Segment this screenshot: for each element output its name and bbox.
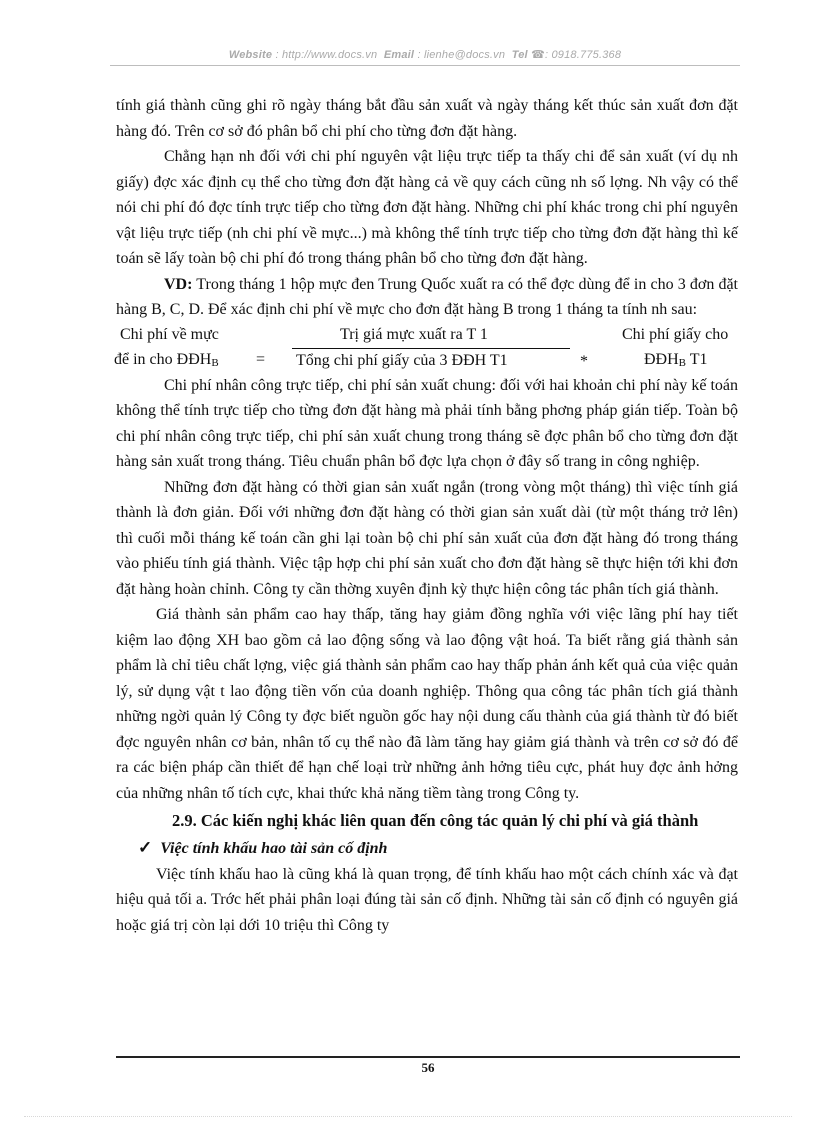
website-value: : http://www.docs.vn (275, 49, 378, 61)
subsection-heading (138, 835, 738, 862)
paragraph-4: Chi phí nhân công trực tiếp, chi phí sản xuất chung: đối với hai khoản chi phí này kế toán không thể tính trực tiếp cho từng đơn đặt hàng mà phải tính bằng phơng pháp gián tiếp. Toàn bộ chi phí nhân công trực tiếp, chi phí sản xuất chung trong tháng sẽ đợc phân bổ cho từng đơn đặt hàng sản xuất trong tháng. Tiêu chuẩn phân bổ đợc lựa chọn ở đây số trang in công nghiệp. (116, 376, 738, 470)
email-value: : lienhe@docs.vn (417, 49, 506, 61)
paragraph-2: Chẳng hạn nh đối với chi phí nguyên vật liệu trực tiếp ta thấy chi để sản xuất (ví dụ nh giấy) đợc xác định cụ thể cho từng đơn đặt hàng cả về quy cách cũng nh số lợng. Nh vậy có thể nói chi phí đó đợc tính trực tiếp cho từng đơn đặt hàng. Những chi phí khác trong chi phí nguyên vật liệu trực tiếp (nh chi phí về mực...) mà không thể tính trực tiếp cho từng đơn đặt hàng thì kế toán sẽ lấy toàn bộ chi phí đó trong tháng phân bổ cho từng đơn đặt hàng. (116, 148, 738, 267)
paragraph-1: tính giá thành cũng ghi rõ ngày tháng bắt đầu sản xuất và ngày tháng kết thúc sản xuất đơn đặt hàng đó. Trên cơ sở đó phân bổ chi phí cho từng đơn đặt hàng. (116, 97, 738, 140)
formula-left-line2: để in cho ĐĐHB (114, 350, 219, 369)
section-heading: 2.9. Các kiến nghị khác liên quan đến công tác quản lý chi phí và giá thành (172, 811, 699, 830)
paragraph-6: Giá thành sản phẩm cao hay thấp, tăng hay giảm đồng nghĩa với việc lãng phí hay tiết kiệm lao động XH bao gồm cả lao động sống và lao động vật hoá. Ta biết rằng giá thành sản phẩm là chỉ tiêu chất lợng, việc giá thành sản phẩm cao hay thấp phản ánh kết quả của việc quản lý, sử dụng vật t lao động tiền vốn của doanh nghiệp. Thông qua công tác phân tích giá thành những ngời quản lý Công ty đợc biết nguồn gốc hay nội dung cấu thành của giá thành từ đó biết đợc nguyên nhân cơ bản, nhân tố cụ thể nào đã làm tăng hay giảm giá thành và trên cơ sở đó để ra các biện pháp cần thiết để hạn chế loại trừ những ảnh hởng tiêu cực, phát huy đợc ảnh hởng của những nhân tố tích cực, khai thức khả năng tiềm tàng trong Công ty. (116, 606, 738, 802)
tel-value: : 0918.775.368 (544, 49, 622, 61)
formula-right-line2: ĐĐHB T1 (644, 350, 708, 369)
formula-right-line1: Chi phí giấy cho (622, 325, 729, 343)
page-edge (24, 1116, 792, 1117)
example-text: Trong tháng 1 hộp mực đen Trung Quốc xuất ra có thể đợc dùng để in cho 3 đơn đặt hàng B, C, D. Để xác định chi phí về mực cho đơn đặt hàng B trong 1 tháng ta tính nh sau: (116, 275, 739, 318)
page-body (116, 93, 738, 938)
tel-label: Tel (511, 49, 528, 61)
formula-left-line1: Chi phí về mực (120, 325, 219, 343)
formula-numerator: Trị giá mực xuất ra T 1 (340, 325, 488, 343)
header-divider (110, 65, 740, 66)
formula-times: * (580, 352, 588, 370)
cost-formula (114, 323, 748, 373)
subsection-title: Việc tính khấu hao tài sản cố định (160, 840, 388, 857)
footer-divider (116, 1056, 740, 1058)
paragraph-3 (116, 272, 738, 323)
paragraph-7: Việc tính khấu hao là cũng khá là quan trọng, để tính khấu hao một cách chính xác và đạt hiệu quả tối a. Trớc hết phải phân loại đúng tài sản cố định. Những tài sản cố định có nguyên giá hoặc giá trị còn lại dới 10 triệu thì Công ty (116, 865, 738, 934)
example-label: VD: (164, 275, 193, 293)
formula-denominator: Tổng chi phí giấy của 3 ĐĐH T1 (296, 351, 508, 369)
formula-left-sub: B (211, 356, 219, 369)
formula-right-sub: B (678, 356, 687, 369)
page-header (110, 48, 740, 61)
formula-equals: = (256, 350, 266, 368)
page-number: 56 (421, 1060, 435, 1075)
paragraph-5: Những đơn đặt hàng có thời gian sản xuất ngắn (trong vòng một tháng) thì việc tính giá thành là đơn giản. Đối với những đơn đặt hàng có thời gian sản xuất dài (từ một tháng trở lên) thì cuối mỗi tháng kế toán cần ghi lại toàn bộ chi phí sản xuất của đơn đặt hàng đó trong tháng vào phiếu tính giá thành. Việc tập hợp chi phí sản xuất cho đơn đặt hàng sẽ thực hiện tới khi đơn đặt hàng hoàn chỉnh. Công ty cần thờng xuyên định kỳ thực hiện công tác phân tích giá thành. (116, 478, 738, 598)
website-label: Website (228, 49, 273, 61)
email-label: Email (383, 49, 415, 61)
phone-icon: ☎ (531, 49, 545, 61)
checkmark-icon: ✓ (138, 838, 153, 857)
